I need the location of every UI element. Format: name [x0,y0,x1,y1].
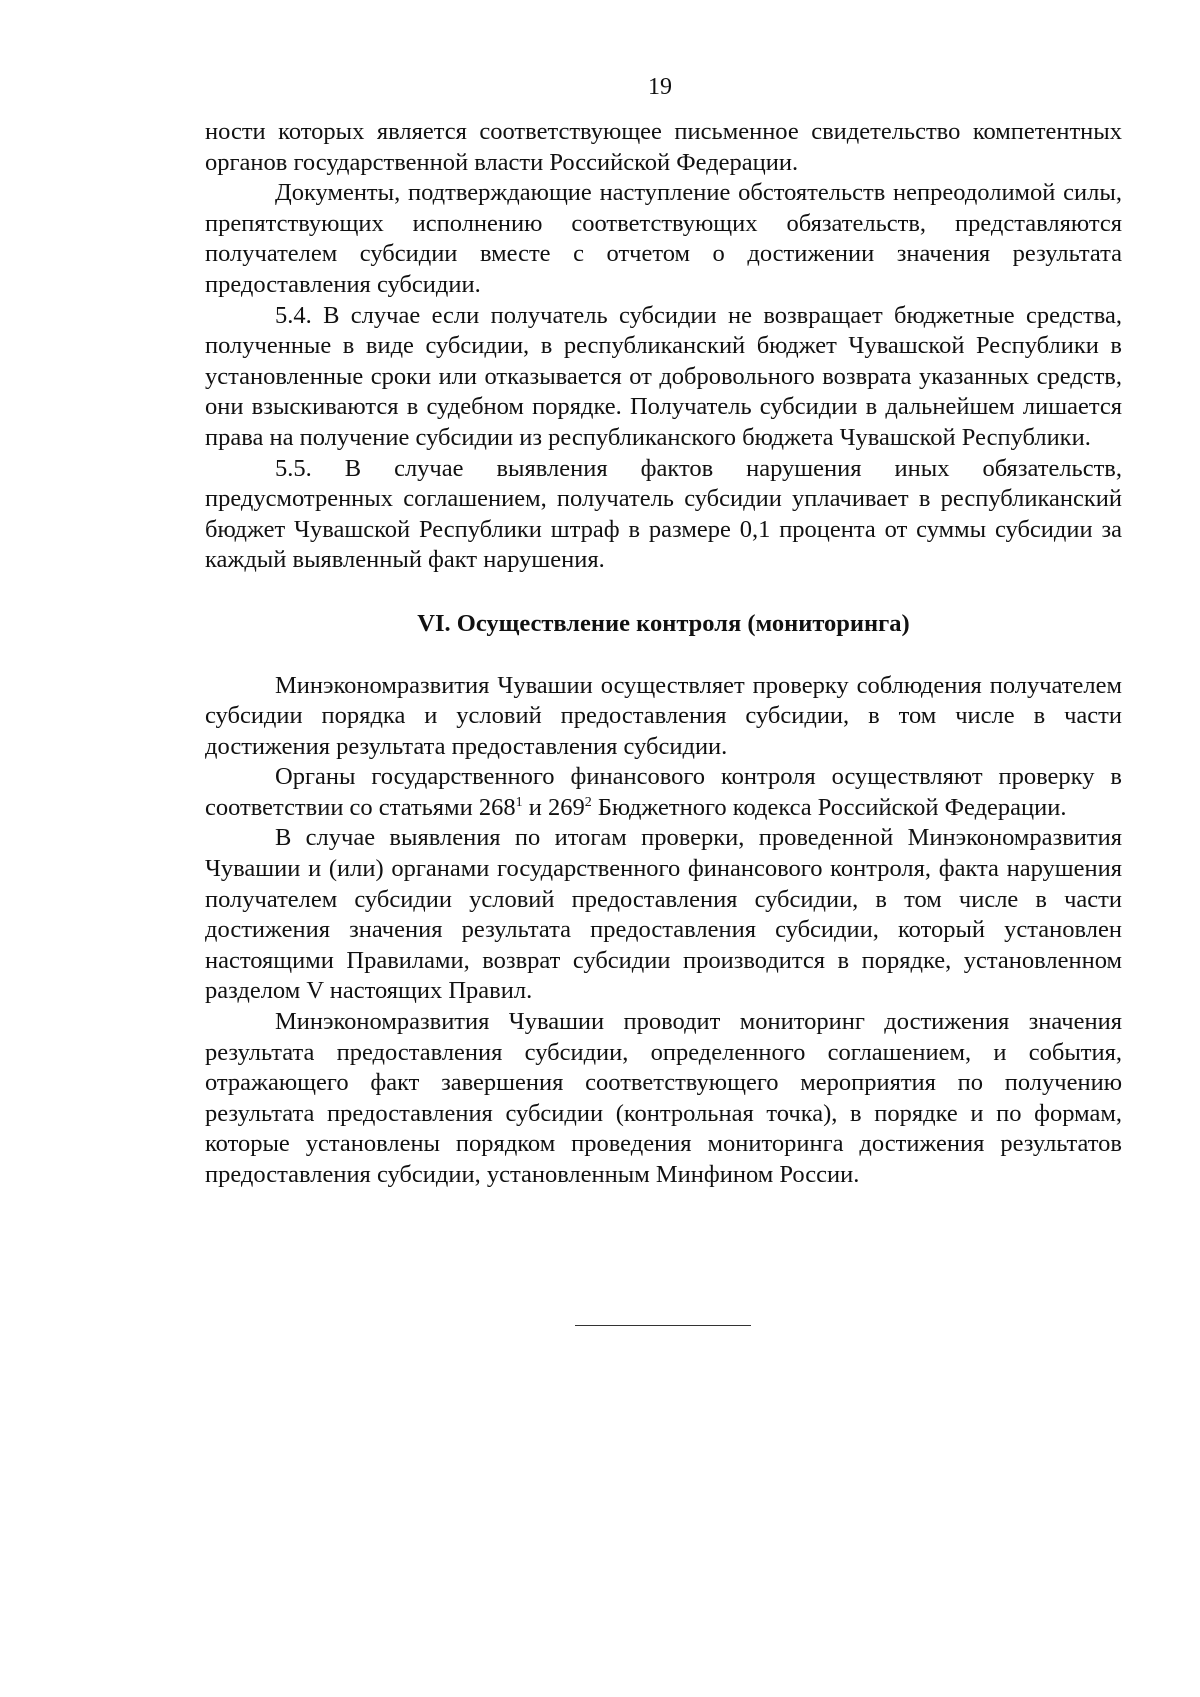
financial-control-text-end: Бюджетного кодекса Российской Федерации. [591,793,1067,821]
end-divider-line [575,1325,751,1326]
paragraph-5-4: 5.4. В случае если получатель субсидии не возвращает бюджетные средства, полученные в виде субсидии, в республиканский бюджет Чувашской Республики в установленные сроки или отказывается от добровольного возврата указанных средств, они взыскиваются в судебном порядке. Получатель субсидии в дальнейшем лишается права на получение субсидии из республиканского бюджета Чувашской Республики. [205,301,1122,451]
superscript-1: 1 [515,794,523,810]
paragraph-monitoring: Минэкономразвития Чувашии проводит мониторинг достижения значения результата предоставления субсидии, определенного соглашением, и события, отражающего факт завершения соответствующего мероприятия по получению результата предоставления субсидии (контрольная точка), в порядке и по формам, которые установлены порядком проведения мониторинга достижения результатов предоставления субсидии, установленным Минфином России. [205,1008,1122,1188]
financial-control-text-mid: и 269 [522,793,585,821]
superscript-2: 2 [584,794,592,810]
paragraph-verification: Минэкономразвития Чувашии осуществляет проверку соблюдения получателем субсидии порядка и условий предоставления субсидии, в том числе в части достижения результата предоставления субсидии. [205,671,1122,760]
page-number: 19 [648,74,672,100]
document-body [205,117,1122,1191]
paragraph-5-5: 5.5. В случае выявления фактов нарушения иных обязательств, предусмотренных соглашением, получатель субсидии уплачивает в республиканский бюджет Чувашской Республики штраф в размере 0,1 процента от суммы субсидии за каждый выявленный факт нарушения. [205,454,1122,574]
paragraph-violation-return: В случае выявления по итогам проверки, проведенной Минэкономразвития Чувашии и (или) органами государственного финансового контроля, факта нарушения получателем субсидии условий предоставления субсидии, в том числе в части достижения значения результата предоставления субсидии, который установлен настоящими Правилами, возврат субсидии производится в порядке, установленном разделом V настоящих Правил. [205,824,1122,1005]
paragraph-continuation: ности которых является соответствующее письменное свидетельство компетентных органов государственной власти Российской Федерации. [205,118,1122,176]
section-heading: VI. Осуществление контроля (мониторинга) [417,609,910,637]
paragraph-financial-control [205,762,1122,823]
financial-control-text-start: Органы государственного финансового контроля осуществляют проверку в соответствии со статьями 268 [205,763,1122,821]
paragraph-force-majeure-documents: Документы, подтверждающие наступление обстоятельств непреодолимой силы, препятствующих исполнению соответствующих обязательств, представляются получателем субсидии вместе с отчетом о достижении значения результата предоставления субсидии. [205,179,1122,298]
